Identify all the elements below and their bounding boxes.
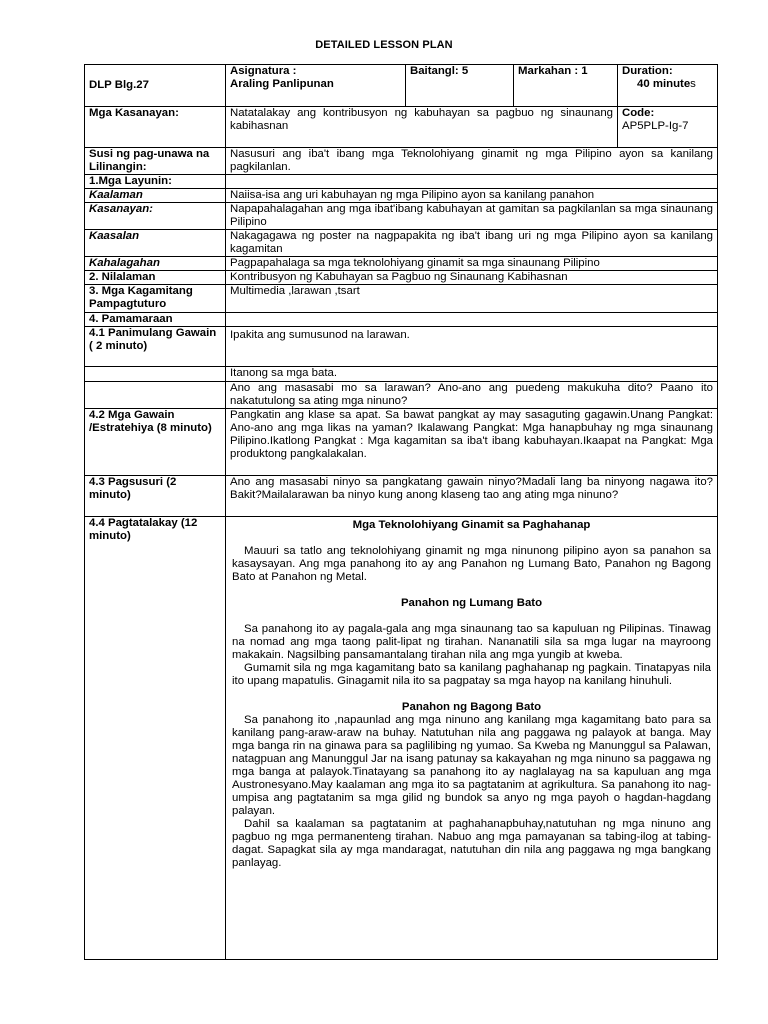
kaalaman-label: Kaalaman (85, 189, 226, 203)
layunin-row (85, 175, 718, 189)
kaasalan-row (85, 230, 718, 257)
panimulang-row (85, 327, 718, 367)
discussion-cell (226, 517, 718, 960)
lumang-bato-paragraph-2: Gumamit sila ng mga kagamitang bato sa kanilang paghahanap ng pagkain. Tinatapyas nila ito upang mapatulis. Ginagamit nila ito sa pagpatay sa mga hayop na kanilang hinuhuli. (232, 662, 711, 687)
kasanayan2-text: Napapahalagahan ang mga ibat'ibang kabuhayan at gamitan sa pagkilanlan sa mga sinaunang Pilipino (226, 203, 718, 230)
code-cell (618, 107, 718, 148)
asignatura-cell (226, 65, 406, 107)
gawain-row (85, 409, 718, 476)
pamamaraan-empty (226, 313, 718, 327)
kaasalan-label: Kaasalan (85, 230, 226, 257)
markahan-cell: Markahan : 1 (514, 65, 618, 107)
susi-row (85, 148, 718, 175)
asignatura-label: Asignatura : (230, 65, 297, 77)
kagamitan-row (85, 285, 718, 313)
itanong-empty (85, 367, 226, 382)
kahalagahan-row (85, 257, 718, 271)
lumang-bato-paragraph-1: Sa panahong ito ay pagala-gala ang mga sinaunang tao sa kapuluan ng Pilipinas. Tinawag na nomad ang mga taong palit-lipat ng tirahan. Nananatili sila sa mga lugar na mayroong makakain. Nagsilbing pansamantalang tirahan nila ang mga yungib at kweba. (232, 623, 711, 661)
susi-label: Susi ng pag-unawa na Lilinangin: (85, 148, 226, 175)
kagamitan-label: 3. Mga Kagamitang Pampagtuturo (85, 285, 226, 313)
asignatura-value: Araling Panlipunan (230, 78, 334, 90)
lumang-bato-heading: Panahon ng Lumang Bato (400, 597, 543, 609)
pagsusuri-text: Ano ang masasabi ninyo sa pangkatang gawain ninyo?Madali lang ba ninyong nagawa ito? Bakit?Mailalarawan ba ninyo kung anong klaseng tao ang ating mga ninuno? (226, 476, 718, 517)
duration-value-suffix: s (690, 78, 696, 90)
kaalaman-row (85, 189, 718, 203)
kasanayan2-row (85, 203, 718, 230)
kasanayan2-label: Kasanayan: (85, 203, 226, 230)
discussion-heading: Mga Teknolohiyang Ginamit sa Paghahanap (352, 519, 591, 531)
tanong-empty (85, 382, 226, 409)
itanong-text: Itanong sa mga bata. (226, 367, 718, 382)
pagtatalakay-row (85, 517, 718, 960)
kasanayan-row (85, 107, 718, 148)
susi-text: Nasusuri ang iba't ibang mga Teknolohiyang ginamit ng mga Pilipino ayon sa kanilang pagkilanlan. (226, 148, 718, 175)
code-label: Code: (622, 107, 655, 119)
code-value: AP5PLP-Ig-7 (622, 120, 689, 132)
pamamaraan-row (85, 313, 718, 327)
duration-value: 40 minute (637, 78, 691, 90)
header-row (85, 65, 718, 107)
kagamitan-text: Multimedia ,larawan ,tsart (226, 285, 718, 313)
kaalaman-text: Naiisa-isa ang uri kabuhayan ng mga Pilipino ayon sa kanilang panahon (226, 189, 718, 203)
kahalagahan-text: Pagpapahalaga sa mga teknolohiyang ginamit sa mga sinaunang Pilipino (226, 257, 718, 271)
pagsusuri-row (85, 476, 718, 517)
panimulang-text: Ipakita ang sumusunod na larawan. (226, 327, 718, 367)
panimulang-label: 4.1 Panimulang Gawain ( 2 minuto) (85, 327, 226, 367)
bagong-bato-heading: Panahon ng Bagong Bato (401, 701, 542, 713)
bagong-bato-paragraph-2: Dahil sa kaalaman sa pagtatanim at paghahanapbuhay,natutuhan ng mga ninuno ang pagbuo ng mga permanenteng tirahan. Nabuo ang mga pamayanan sa tabing-ilog at tabing-dagat. Sapagkat sila ay mga mandaragat, natutuhan din nila ang paggawa ng mga bangkang panlayag. (232, 818, 711, 869)
nilalaman-text: Kontribusyon ng Kabuhayan sa Pagbuo ng Sinaunang Kabihasnan (226, 271, 718, 285)
document-title: DETAILED LESSON PLAN (315, 39, 453, 51)
duration-cell (618, 65, 718, 107)
dlp-number: DLP Blg.27 (85, 65, 226, 107)
nilalaman-row (85, 271, 718, 285)
kasanayan-label: Mga Kasanayan: (85, 107, 226, 148)
gawain-text: Pangkatin ang klase sa apat. Sa bawat pangkat ay may sasaguting gagawin.Unang Pangkat: Ano-ano ang mga likas na yaman? Ikalawang Pangkat: Mga hanapbuhay ng mga sinaunang Pilipino.Ikatlong Pangkat : Mga kagamitan sa iba't ibang kabuhayan.Ikaapat na Pangkat: Mga produktong pangkalakalan. (226, 409, 718, 476)
kasanayan-text: Natatalakay ang kontribusyon ng kabuhayan sa pagbuo ng sinaunang kabihasnan (226, 107, 618, 148)
gawain-label: 4.2 Mga Gawain /Estratehiya (8 minuto) (85, 409, 226, 476)
bagong-bato-paragraph-1: Sa panahong ito ,napaunlad ang mga ninuno ang kanilang mga kagamitang bato para sa kanilang pang-araw-araw na buhay. Natutuhan nila ang paggawa ng palayok at banga. May mga banga rin na ginawa para sa paglilibing ng yumao. Sa Kweba ng Manunggul sa Palawan, natagpuan ang Manunggul Jar na isang patunay sa kakayahan ng mga ninuno sa paggawa ng mga banga at palayok.Tinatayang sa panahong ito ay naglalayag na sa kapuluan ang mga Austronesyano.May kaalaman ang mga ito sa pagtatanim at agrikultura. Sa panahong ito nag-umpisa ang pagtatanim sa mga gilid ng bundok sa anyo ng mga payoh o hagdan-hagdang palayan. (232, 714, 711, 817)
nilalaman-label: 2. Nilalaman (85, 271, 226, 285)
layunin-label: 1.Mga Layunin: (85, 175, 226, 189)
discussion-intro: Mauuri sa tatlo ang teknolohiyang ginamit ng mga ninunong pilipino ayon sa panahon sa kasaysayan. Ang mga panahong ito ay ang Panahon ng Lumang Bato, Panahon ng Bagong Bato at Panahon ng Metal. (232, 545, 711, 583)
duration-label: Duration: (622, 65, 673, 77)
tanong-row (85, 382, 718, 409)
baitang-cell: Baitangl: 5 (406, 65, 514, 107)
pagsusuri-label: 4.3 Pagsusuri (2 minuto) (85, 476, 226, 517)
lesson-plan-table (84, 64, 718, 960)
tanong-text: Ano ang masasabi mo sa larawan? Ano-ano ang puedeng makukuha dito? Paano ito nakatutulong sa ating mga ninuno? (226, 382, 718, 409)
pamamaraan-label: 4. Pamamaraan (85, 313, 226, 327)
kaasalan-text: Nakagagawa ng poster na nagpapakita ng iba't ibang uri ng mga Pilipino ayon sa kanilang kagamitan (226, 230, 718, 257)
pagtatalakay-label: 4.4 Pagtatalakay (12 minuto) (85, 517, 226, 960)
kahalagahan-label: Kahalagahan (85, 257, 226, 271)
layunin-empty (226, 175, 718, 189)
itanong-row (85, 367, 718, 382)
